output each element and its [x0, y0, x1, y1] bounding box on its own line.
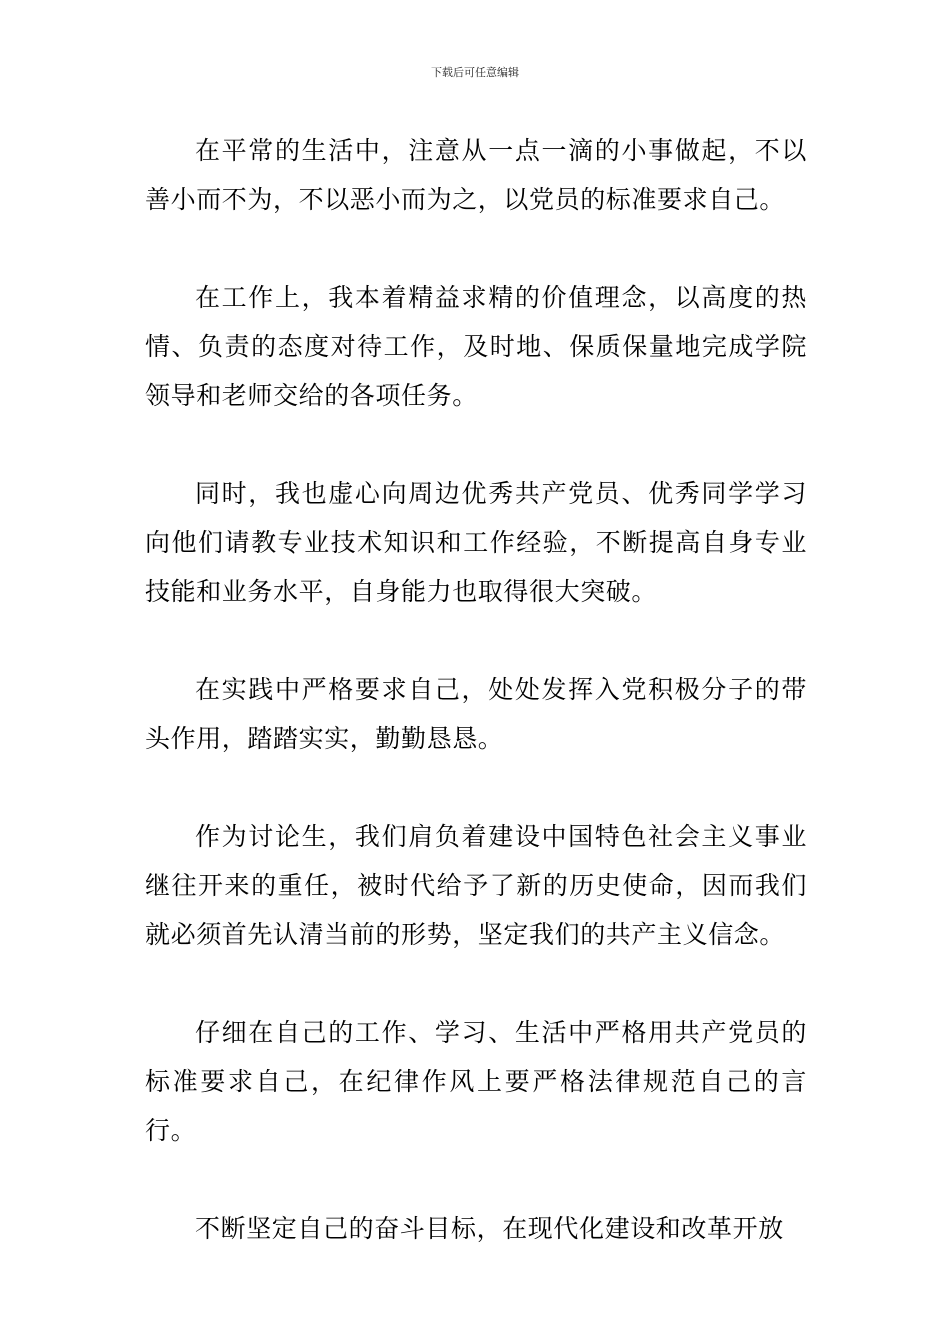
- document-body: [145, 126, 807, 1302]
- paragraph: 仔细在自己的工作、学习、生活中严格用共产党员的标准要求自己，在纪律作风上要严格法律规范自己的言行。: [145, 1018, 807, 1145]
- paragraph: 作为讨论生，我们肩负着建设中国特色社会主义事业继往开来的重任，被时代给予了新的历史使命，因而我们就必须首先认清当前的形势，坚定我们的共产主义信念。: [145, 822, 807, 949]
- paragraph: 在实践中严格要求自己，处处发挥入党积极分子的带头作用，踏踏实实，勤勤恳恳。: [145, 675, 807, 753]
- paragraph: 在平常的生活中，注意从一点一滴的小事做起，不以善小而不为，不以恶小而为之，以党员的标准要求自己。: [145, 136, 807, 214]
- paragraph: 同时，我也虚心向周边优秀共产党员、优秀同学学习向他们请教专业技术知识和工作经验，不断提高自身专业技能和业务水平，自身能力也取得很大突破。: [145, 479, 807, 606]
- paragraph: 在工作上，我本着精益求精的价值理念，以高度的热情、负责的态度对待工作，及时地、保质保量地完成学院领导和老师交给的各项任务。: [145, 283, 807, 410]
- paragraph: 不断坚定自己的奋斗目标，在现代化建设和改革开放: [195, 1214, 784, 1243]
- page-header-note: 下载后可任意编辑: [431, 66, 519, 79]
